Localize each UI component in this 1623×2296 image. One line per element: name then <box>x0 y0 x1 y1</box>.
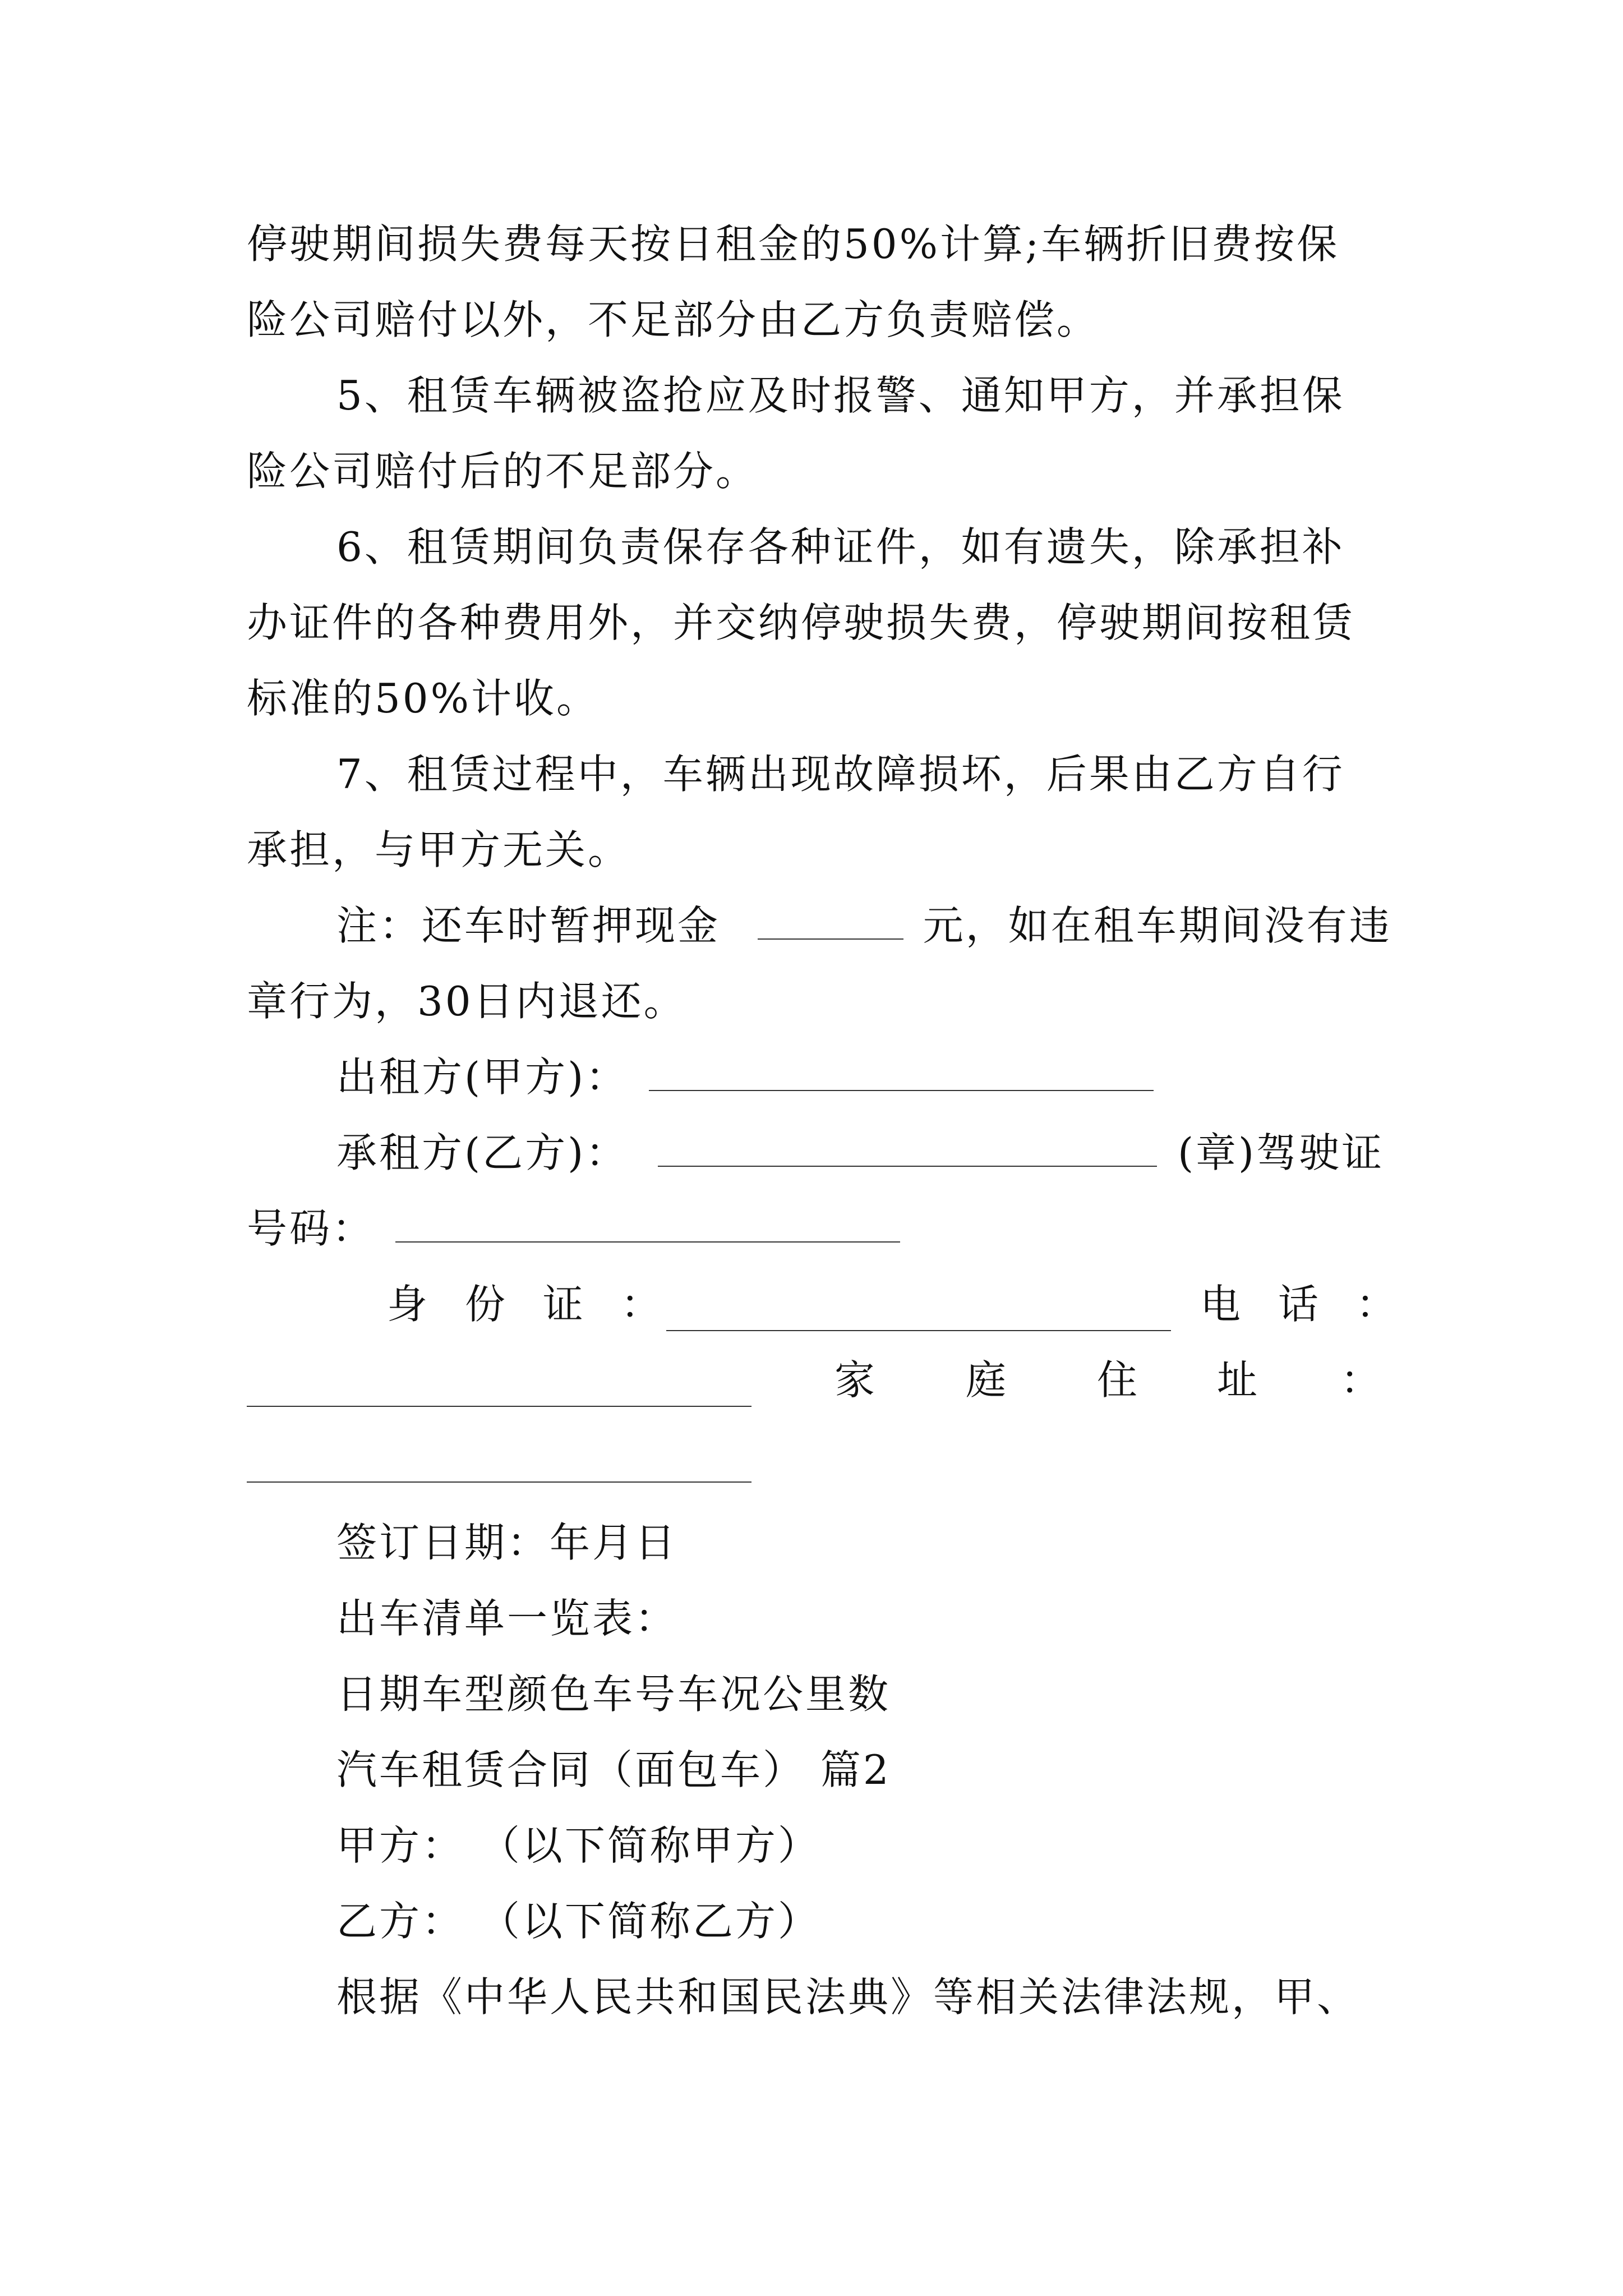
clause-5-line: 5、租赁车辆被盗抢应及时报警、通知甲方，并承担保 <box>336 372 1345 419</box>
clause-6-line: 6、租赁期间负责保存各种证件，如有遗失，除承担补 <box>336 523 1345 570</box>
license-label: (章)驾驶证 <box>1177 1129 1385 1176</box>
deposit-note-line <box>336 898 1392 954</box>
address-label-char: 庭 <box>966 1356 1007 1404</box>
signing-date-line: 签订日期：年月日 <box>336 1519 678 1566</box>
deposit-amount-blank <box>758 905 903 940</box>
clause-7-line: 7、租赁过程中，车辆出现故障损坏，后果由乙方自行 <box>336 751 1345 798</box>
license-number-blank <box>395 1208 900 1243</box>
paragraph-line: 章行为，30日内退还。 <box>247 978 686 1025</box>
checkout-list-header: 日期车型颜色车号车况公里数 <box>336 1671 891 1718</box>
deposit-note-prefix: 注：还车时暂押现金 <box>336 902 721 949</box>
paragraph-line: 办证件的各种费用外，并交纳停驶损失费，停驶期间按租赁 <box>247 599 1355 646</box>
id-card-blank <box>666 1330 1171 1331</box>
phone-label: 电 话 ： <box>1200 1281 1409 1328</box>
checkout-list-title: 出车清单一览表： <box>336 1595 678 1642</box>
lessor-blank <box>649 1056 1154 1091</box>
lessee-blank <box>658 1132 1157 1167</box>
lessor-signature-line <box>336 1049 1154 1105</box>
party-b-line: 乙方： （以下简称乙方） <box>336 1898 820 1945</box>
address-label-char: 址 <box>1217 1356 1258 1404</box>
phone-blank <box>247 1406 751 1407</box>
address-label-char: ： <box>1340 1356 1381 1404</box>
lessor-label: 出租方(甲方)： <box>336 1053 629 1101</box>
deposit-note-suffix: 元，如在租车期间没有违 <box>923 902 1392 949</box>
contract-heading: 汽车租赁合同（面包车） 篇2 <box>336 1746 891 1793</box>
paragraph-line: 险公司赔付以外，不足部分由乙方负责赔偿。 <box>247 296 1100 343</box>
paragraph-line: 险公司赔付后的不足部分。 <box>247 448 759 495</box>
license-number-label: 号码： <box>247 1205 375 1252</box>
lessee-label: 承租方(乙方)： <box>336 1129 629 1176</box>
lessee-signature-line <box>336 1125 1384 1181</box>
id-card-label: 身 份 证 ： <box>387 1281 674 1328</box>
address-label-char: 家 <box>834 1356 875 1404</box>
address-label-char: 住 <box>1097 1356 1138 1404</box>
paragraph-line: 标准的50%计收。 <box>247 675 600 722</box>
address-blank <box>247 1481 751 1483</box>
license-number-line <box>247 1200 900 1257</box>
paragraph-line: 承担，与甲方无关。 <box>247 826 631 873</box>
legal-basis-line: 根据《中华人民共和国民法典》等相关法律法规，甲、 <box>336 1973 1360 2021</box>
paragraph-line: 停驶期间损失费每天按日租金的50%计算;车辆折旧费按保 <box>247 220 1340 268</box>
party-a-line: 甲方： （以下简称甲方） <box>336 1822 820 1869</box>
